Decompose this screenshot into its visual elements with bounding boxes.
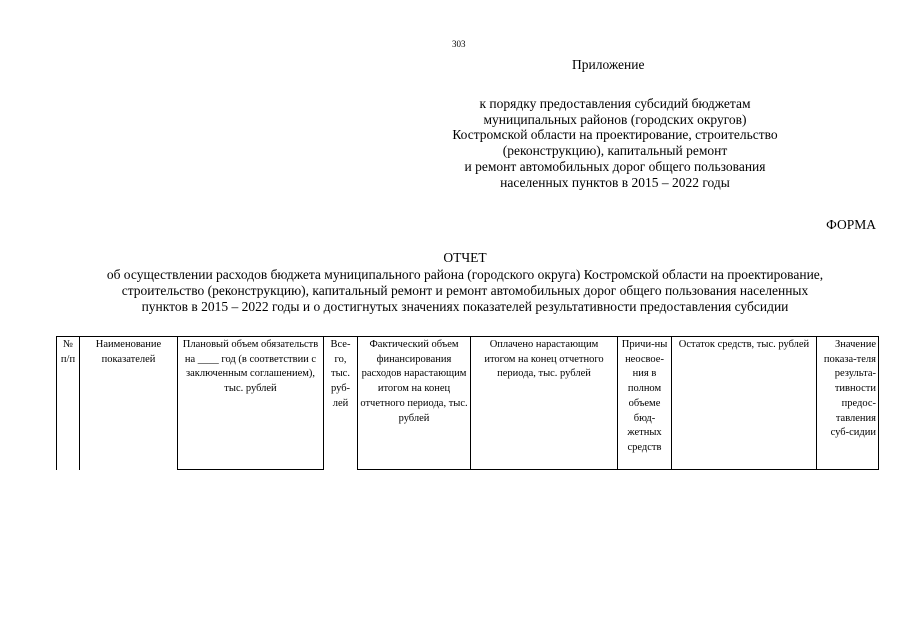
appendix-subtitle-line: муниципальных районов (городских округов) [483,111,747,127]
report-subtitle-line: строительство (реконструкцию), капитальный ремонт и ремонт автомобильных дорог общего пользования населенных [121,283,809,298]
report-subtitle [40,267,890,315]
page-number: 303 [452,39,466,49]
appendix-subtitle-line: населенных пунктов в 2015 – 2022 годы [500,174,730,190]
appendix-subtitle-line: Костромской области на проектирование, строительство [452,127,778,143]
column-header-actual-financing: Фактический объем финансирования расходов нарастающим итогом на конец отчетного периода, тыс. рублей [358,337,471,470]
table-header-row [57,337,879,470]
form-label: ФОРМА [826,217,876,232]
column-header-paid: Оплачено нарастающим итогом на конец отчетного периода, тыс. рублей [471,337,618,470]
column-header-number: № п/п [57,337,80,470]
column-header-total: Все-го, тыс. руб-лей [324,337,358,470]
report-subtitle-line: пунктов в 2015 – 2022 годы и о достигнутых значениях показателей результативности предоставления субсидии [141,299,789,314]
appendix-title: Приложение [572,57,645,72]
column-header-performance-value: Значение показа-теля результа-тивности предос-тавления суб-сидии [817,337,879,470]
appendix-subtitle-line: и ремонт автомобильных дорог общего пользования [464,158,766,174]
report-subtitle-line: об осуществлении расходов бюджета муниципального района (городского округа) Костромской области на проектирование, [106,267,824,282]
report-title: ОТЧЕТ [443,250,487,265]
report-table [56,336,879,470]
appendix-subtitle [395,96,835,190]
appendix-subtitle-line: к порядку предоставления субсидий бюджетам [479,96,751,111]
appendix-subtitle-line: (реконструкцию), капитальный ремонт [502,143,728,159]
column-header-reasons-unspent: Причи-ны неосвое-ния в полном объеме бюд-жетных средств [618,337,672,470]
column-header-remaining-funds: Остаток средств, тыс. рублей [672,337,817,470]
column-header-indicator-name: Наименование показателей [80,337,178,470]
column-header-planned-obligations: Плановый объем обязательств на ____ год (в соответствии с заключенным соглашением), тыс. рублей [178,337,324,470]
